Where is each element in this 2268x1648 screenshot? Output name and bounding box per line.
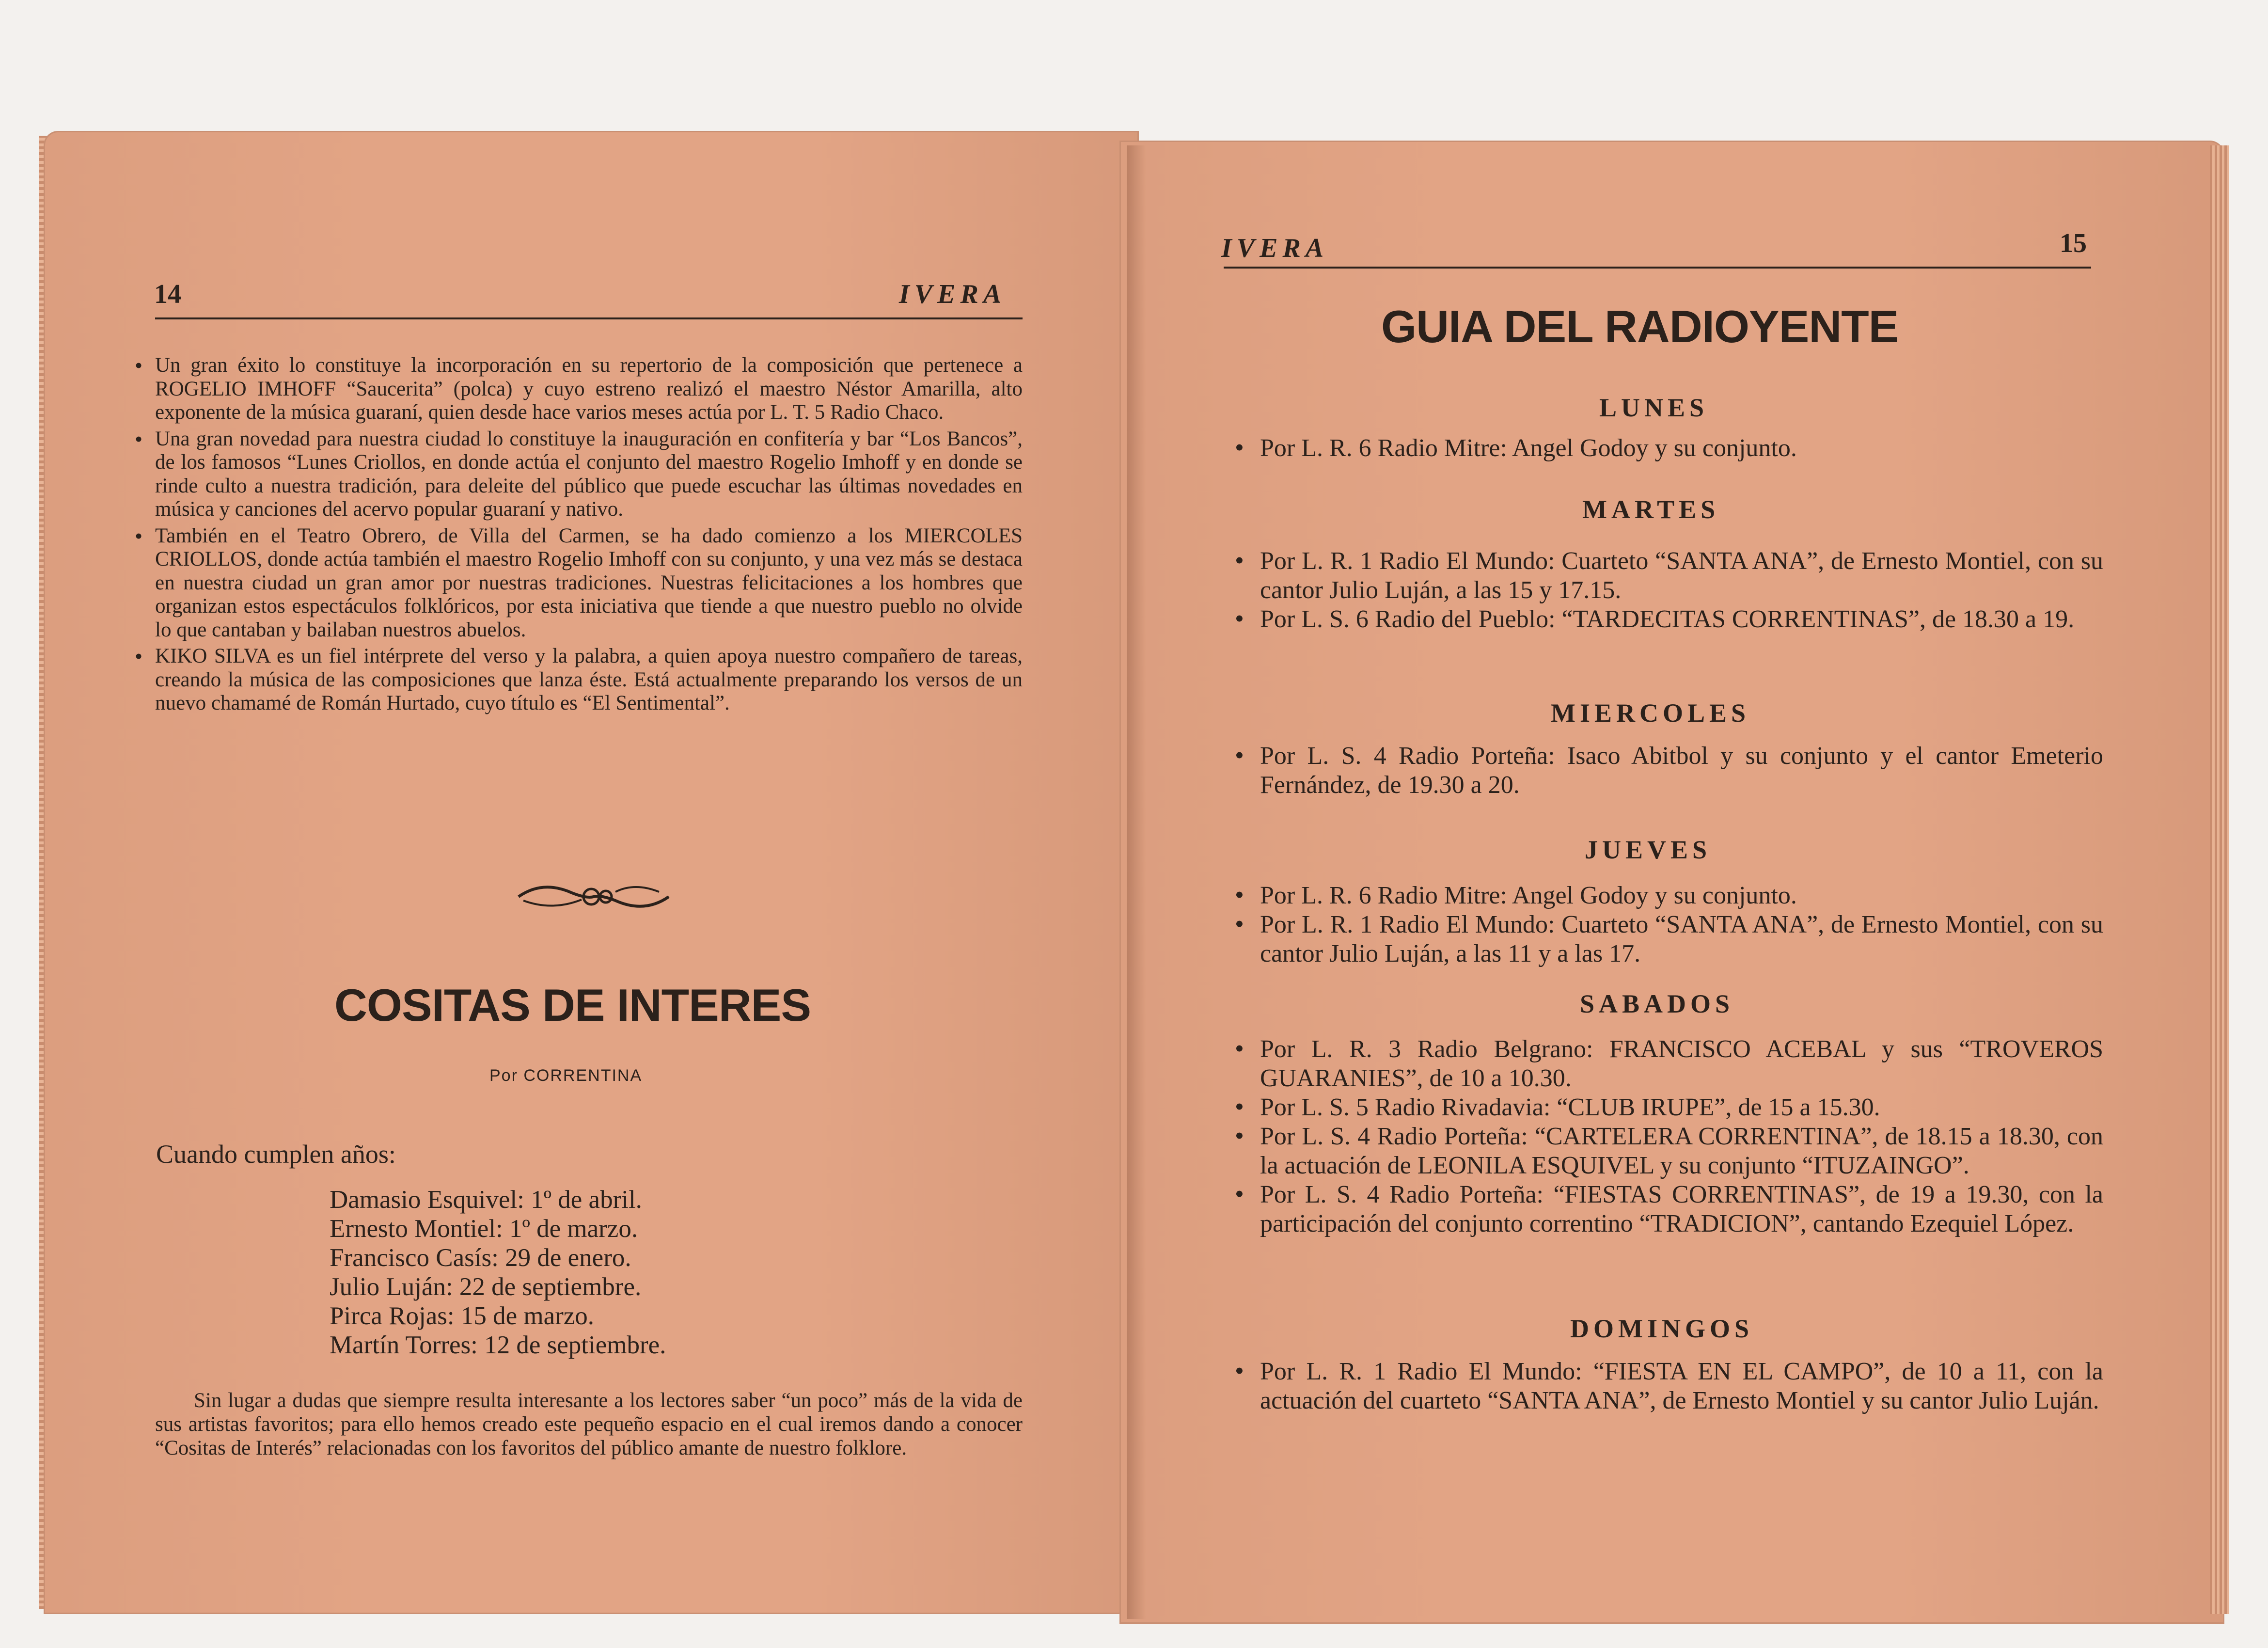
decorative-ornament <box>514 877 674 916</box>
birthdays-intro: Cuando cumplen años: <box>156 1140 396 1169</box>
birthday-item: Francisco Casís: 29 de enero. <box>330 1244 631 1272</box>
news-item: • Una gran novedad para nuestra ciudad lo constituye la inauguración en confitería y bar “Los Bancos”, de los famosos “Lunes Criollos, en donde actúa el conjunto del maestro Rogelio Imhoff y en donde se rinde culto a nuestra tradición, para deleite del público que puede escuchar las últimas novedades en música y canciones del acervo popular guaraní y nativo. <box>155 428 1023 522</box>
program-item: • Por L. R. 1 Radio El Mundo: Cuarteto “SANTA ANA”, de Ernesto Montiel, con su cantor Julio Luján, a las 11 y a las 17. <box>1260 910 2103 968</box>
program-item: • Por L. R. 1 Radio El Mundo: “FIESTA EN EL CAMPO”, de 10 a 11, con la actuación del cuarteto “SANTA ANA”, de Ernesto Montiel y su cantor Julio Luján. <box>1260 1357 2103 1415</box>
program-item: • Por L. S. 4 Radio Porteña: “FIESTAS CORRENTINAS”, de 19 a 19.30, con la participación del conjunto correntino “TRADICION”, cantando Ezequiel López. <box>1260 1180 2103 1238</box>
cositas-byline: Por CORRENTINA <box>489 1066 643 1085</box>
program-item: • Por L. R. 6 Radio Mitre: Angel Godoy y su conjunto. <box>1260 434 2103 463</box>
day-heading-martes: MARTES <box>1582 495 1720 524</box>
program-item: • Por L. S. 4 Radio Porteña: Isaco Abitbol y su conjunto y el cantor Emeterio Fernández, de 19.30 a 20. <box>1260 742 2103 800</box>
day-heading-jueves: JUEVES <box>1585 835 1712 864</box>
cositas-title: COSITAS DE INTERES <box>334 980 811 1030</box>
running-title-right: IVERA <box>1221 233 1329 263</box>
day-heading-miercoles: MIERCOLES <box>1551 698 1750 728</box>
day-heading-sabados: SABADOS <box>1580 989 1734 1018</box>
birthday-item: Julio Luján: 22 de septiembre. <box>330 1273 642 1301</box>
cositas-closing-paragraph: Sin lugar a dudas que siempre resulta interesante a los lectores saber “un poco” más de la vida de sus artistas favoritos; para ello hemos creado este pequeño espacio en el cual iremos dando a conocer “Cositas de Interés” relacionadas con los favoritos del público amante de nuestro folklore. <box>155 1389 1023 1459</box>
program-list-sabados <box>1260 1035 2103 1238</box>
day-heading-domingos: DOMINGOS <box>1570 1314 1754 1343</box>
birthday-item: Pirca Rojas: 15 de marzo. <box>330 1302 595 1330</box>
birthday-item: Ernesto Montiel: 1º de marzo. <box>330 1215 638 1243</box>
news-item: • Un gran éxito lo constituye la incorporación en su repertorio de la composición que pertenece a ROGELIO IMHOFF “Saucerita” (polca) y cuyo estreno realizó el maestro Néstor Amarilla, alto exponente de la música guaraní, quien desde hace varios meses actúa por L. T. 5 Radio Chaco. <box>155 354 1023 425</box>
program-list-domingos <box>1260 1357 2103 1415</box>
birthday-list <box>330 1185 666 1360</box>
news-item: • También en el Teatro Obrero, de Villa del Carmen, se ha dado comienzo a los MIERCOLES CRIOLLOS, donde actúa también el maestro Rogelio Imhoff con su conjunto, y una vez más se destaca en nuestra ciudad un gran amor por nuestras tradiciones. Nuestras felicitaciones a los hombres que organizan estos espectáculos folklóricos, por esta iniciativa que tiende a que nuestro pueblo no olvide lo que cantaban y bailaban nuestros abuelos. <box>155 524 1023 642</box>
program-list-jueves <box>1260 881 2103 968</box>
program-item: • Por L. S. 5 Radio Rivadavia: “CLUB IRUPE”, de 15 a 15.30. <box>1260 1093 2103 1122</box>
birthday-item: Damasio Esquivel: 1º de abril. <box>330 1186 642 1214</box>
program-list-miercoles <box>1260 742 2103 800</box>
header-rule-left <box>155 317 1023 319</box>
program-item: • Por L. S. 4 Radio Porteña: “CARTELERA CORRENTINA”, de 18.15 a 18.30, con la actuación de LEONILA ESQUIVEL y su conjunto “ITUZAINGO”. <box>1260 1122 2103 1180</box>
news-bullets <box>155 354 1023 718</box>
page-number-left: 14 <box>154 279 181 309</box>
header-rule-right <box>1224 267 2091 269</box>
page-number-right: 15 <box>2060 228 2087 258</box>
program-list-martes <box>1260 547 2103 634</box>
program-item: • Por L. R. 6 Radio Mitre: Angel Godoy y su conjunto. <box>1260 881 2103 910</box>
birthday-item: Martín Torres: 12 de septiembre. <box>330 1331 666 1359</box>
program-list-lunes <box>1260 434 2103 463</box>
page-stack-edge-right <box>2210 145 2229 1614</box>
program-item: • Por L. R. 3 Radio Belgrano: FRANCISCO ACEBAL y sus “TROVEROS GUARANIES”, de 10 a 10.30. <box>1260 1035 2103 1093</box>
program-item: • Por L. R. 1 Radio El Mundo: Cuarteto “SANTA ANA”, de Ernesto Montiel, con su cantor Julio Luján, a las 15 y 17.15. <box>1260 547 2103 605</box>
running-title-left: IVERA <box>899 279 1007 309</box>
book-spine <box>1127 145 1146 1619</box>
news-item: • KIKO SILVA es un fiel intérprete del verso y la palabra, a quien apoya nuestro compañero de tareas, creando la música de las composiciones que lanza éste. Está actualmente preparando los versos de un nuevo chamamé de Román Hurtado, cuyo título es “El Sentimental”. <box>155 645 1023 715</box>
program-item: • Por L. S. 6 Radio del Pueblo: “TARDECITAS CORRENTINAS”, de 18.30 a 19. <box>1260 605 2103 634</box>
guia-title: GUIA DEL RADIOYENTE <box>1381 301 1899 352</box>
day-heading-lunes: LUNES <box>1599 393 1709 422</box>
